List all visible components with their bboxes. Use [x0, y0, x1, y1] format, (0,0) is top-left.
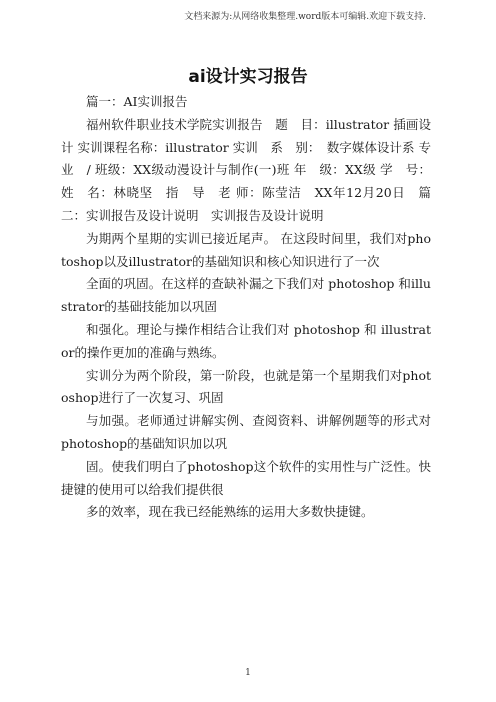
- paragraph: 固。使我们明白了photoshop这个软件的实用性与广泛性。快捷键的使用可以给我们提供很: [61, 458, 431, 497]
- paragraph: 篇一：AI实训报告: [86, 94, 188, 109]
- paragraph: 与加强。老师通过讲解实例、查阅资料、讲解例题等的形式对photoshop的基础知识加以巩: [61, 413, 431, 451]
- page-number: 1: [245, 668, 251, 678]
- paragraph: 全面的巩固。在这样的查缺补漏之下我们对 photoshop 和illustrator的基础技能加以巩固: [61, 276, 431, 315]
- paragraph: 多的效率，现在我已经能熟练的运用大多数快捷键。: [86, 504, 374, 520]
- paragraph: 为期两个星期的实训已接近尾声。 在这段时间里，我们对photoshop以及illustrator的基础知识和核心知识进行了一次: [61, 230, 431, 269]
- paragraph: 福州软件职业技术学院实训报告 题 目：illustrator 插画设计 实训课程名称：illustrator 实训 系 别： 数字媒体设计系 专业 / 班级：XX级动漫设计与制作(一)班 年 级：XX级 学 号：姓 名：林晓坚 指 导 老 师：陈莹洁 XX年12月20日 篇二：实训报告及设计说明 实训报告及设计说明: [61, 116, 431, 223]
- document-body: [61, 91, 431, 524]
- paragraph: 实训分为两个阶段，第一阶段，也就是第一个星期我们对photoshop进行了一次复习、巩固: [61, 367, 431, 406]
- document-title: ai设计实习报告: [188, 67, 308, 87]
- page-header-note: 文档来源为:从网络收集整理.word版本可编辑.欢迎下载支持.: [184, 12, 426, 22]
- paragraph: 和强化。理论与操作相结合让我们对 photoshop 和 illustrator的操作更加的准确与熟练。: [61, 321, 431, 360]
